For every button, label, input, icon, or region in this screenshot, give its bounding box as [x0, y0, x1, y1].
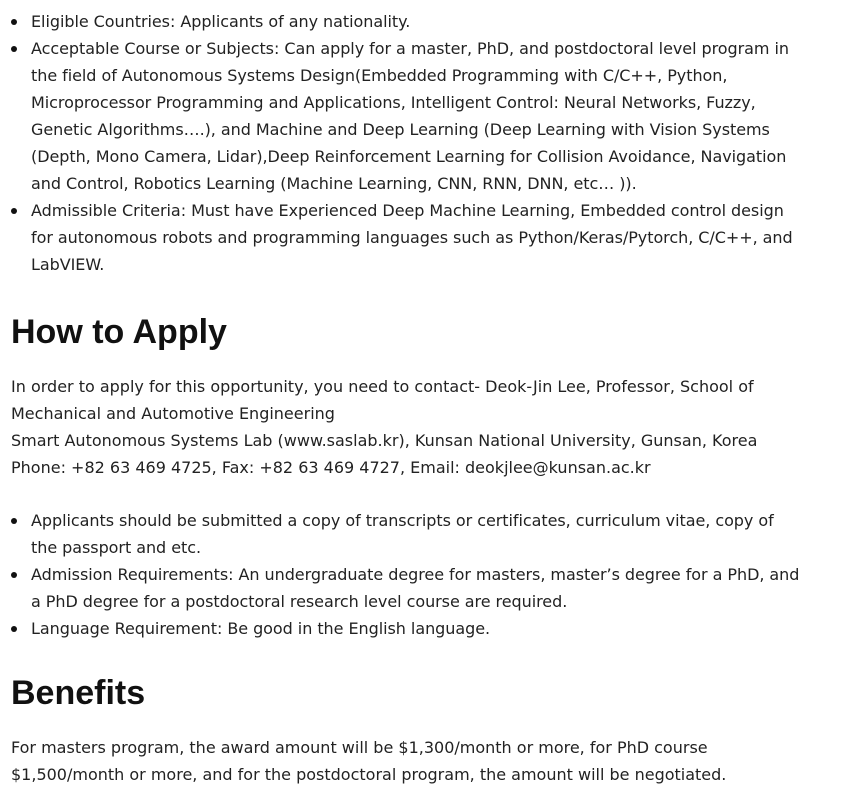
how-to-apply-heading: How to Apply — [11, 313, 227, 351]
list-item — [11, 507, 811, 561]
list-item-text: Acceptable Course or Subjects: Can apply for a master, PhD, and postdoctoral level program in the field of Autonomous Systems Design(Embedded Programming with C/C++, Python, Microprocessor Programming and Applications, Intelligent Control: Neural Networks, Fuzzy, Genetic Algorithms….), and Machine and Deep Learning (Deep Learning with Vision Systems (Depth, Mono Camera, Lidar),Deep Reinforcement Learning for Collision Avoidance, Navigation and Control, Robotics Learning (Machine Learning, CNN, RNN, DNN, etc… )). — [31, 39, 789, 193]
list-item — [11, 615, 811, 642]
list-item — [11, 561, 811, 615]
list-item-text: Applicants should be submitted a copy of transcripts or certificates, curriculum vitae, copy of the passport and etc. — [31, 511, 774, 557]
bullet-icon — [11, 626, 17, 632]
bullet-icon — [11, 572, 17, 578]
requirements-list — [11, 507, 811, 642]
list-item — [11, 8, 811, 35]
bullet-icon — [11, 19, 17, 25]
bullet-icon — [11, 208, 17, 214]
contact-paragraph — [11, 373, 801, 481]
eligibility-list — [11, 8, 811, 278]
bullet-icon — [11, 518, 17, 524]
list-item — [11, 197, 811, 278]
list-item-text: Language Requirement: Be good in the English language. — [31, 619, 491, 638]
article-content — [11, 8, 811, 788]
contact-intro: In order to apply for this opportunity, you need to contact- Deok-Jin Lee, Professor, School of Mechanical and Automotive Engineering — [11, 377, 754, 423]
list-item-text: Admissible Criteria: Must have Experienced Deep Machine Learning, Embedded control design for autonomous robots and programming languages such as Python/Keras/Pytorch, C/C++, and LabVIEW. — [31, 201, 793, 274]
list-item-text: Admission Requirements: An undergraduate degree for masters, master’s degree for a PhD, and a PhD degree for a postdoctoral research level course are required. — [31, 565, 800, 611]
list-item — [11, 35, 811, 197]
list-item-text: Eligible Countries: Applicants of any nationality. — [31, 12, 411, 31]
benefits-heading: Benefits — [11, 674, 146, 712]
contact-lab: Smart Autonomous Systems Lab (www.saslab.kr), Kunsan National University, Gunsan, Korea — [11, 431, 758, 450]
contact-details: Phone: +82 63 469 4725, Fax: +82 63 469 4727, Email: deokjlee@kunsan.ac.kr — [11, 458, 651, 477]
benefits-paragraph: For masters program, the award amount will be $1,300/month or more, for PhD course $1,500/month or more, and for the postdoctoral program, the amount will be negotiated. — [11, 738, 727, 784]
bullet-icon — [11, 46, 17, 52]
